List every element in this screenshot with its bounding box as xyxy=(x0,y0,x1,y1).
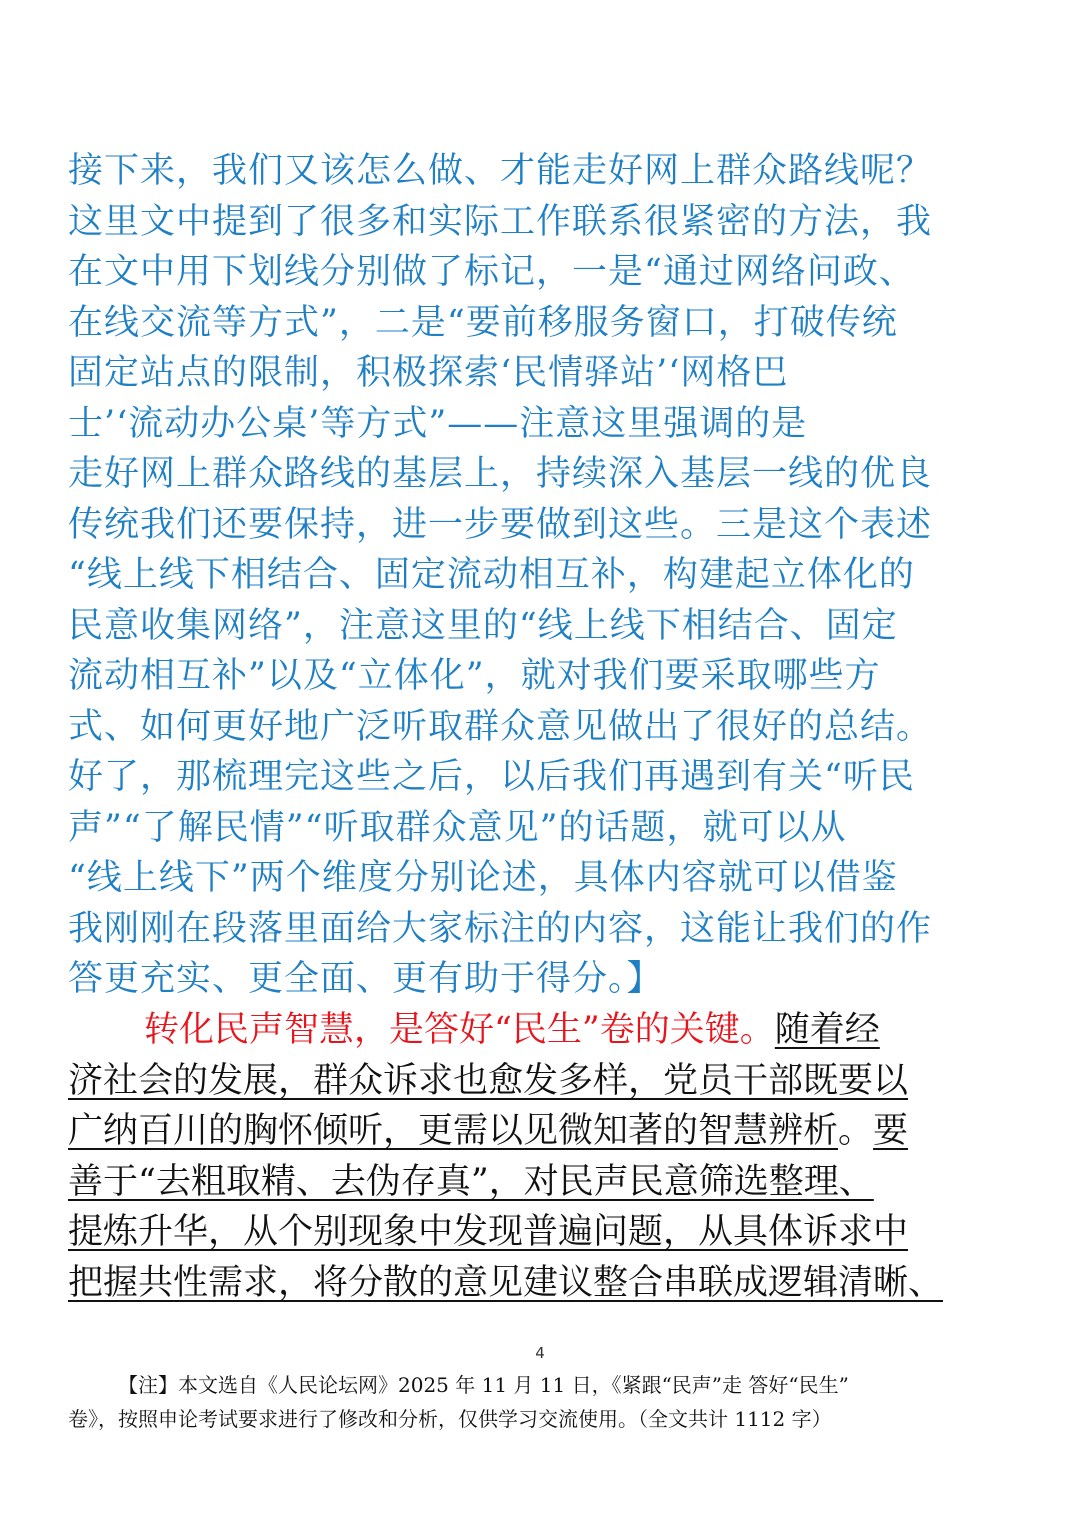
underlined-text: 随着经 xyxy=(774,1010,880,1050)
article-paragraph xyxy=(68,1005,1014,1308)
underlined-text: 广纳百川的胸怀倾听，更需以见微知著的智慧辨析 xyxy=(68,1111,839,1151)
paragraph-line: 善于“去粗取精、去伪存真”，对民声民意筛选整理、 xyxy=(68,1161,874,1202)
footnote-line: 卷》，按照申论考试要求进行了修改和分析，仅供学习交流使用。（全文共计 1112 字） xyxy=(68,1407,832,1431)
analysis-line: 接下来，我们又该怎么做、才能走好网上群众路线呢？ xyxy=(68,151,933,191)
paragraph-line: 把握共性需求，将分散的意见建议整合串联成逻辑清晰、 xyxy=(68,1262,944,1303)
paragraph-line: 济社会的发展，群众诉求也愈发多样，党员干部既要以 xyxy=(68,1060,909,1101)
analysis-line: 声”“了解民情”“听取群众意见”的话题，就可以从 xyxy=(68,807,847,848)
punctuation: 。 xyxy=(838,1111,874,1151)
analysis-line: 在线交流等方式”，二是“要前移服务窗口，打破传统 xyxy=(68,302,898,343)
underlined-text: 要 xyxy=(873,1111,909,1151)
analysis-line: 士’‘流动办公桌’等方式”——注意这里强调的是 xyxy=(68,403,808,444)
analysis-line: 我刚刚在段落里面给大家标注的内容，这能让我们的作 xyxy=(68,908,933,949)
analysis-line: 走好网上群众路线的基层上，持续深入基层一线的优良 xyxy=(68,454,933,494)
analysis-line: 在文中用下划线分别做了标记，一是“通过网络问政、 xyxy=(68,252,915,292)
analysis-line: “线上线下”两个维度分别论述，具体内容就可以借鉴 xyxy=(68,858,898,898)
analysis-line: “线上线下相结合、固定流动相互补，构建起立体化的 xyxy=(68,555,915,595)
analysis-line: 民意收集网络”，注意这里的“线上线下相结合、固定 xyxy=(68,605,898,646)
analysis-line: 好了，那梳理完这些之后，以后我们再遇到有关“听民 xyxy=(68,757,915,797)
analysis-line: 固定站点的限制，积极探索‘民情驿站’‘网格巴 xyxy=(68,353,789,393)
analysis-line: 式、如何更好地广泛听取群众意见做出了很好的总结。 xyxy=(68,706,933,747)
source-footnote xyxy=(68,1368,1018,1436)
paragraph-line: 提炼升华，从个别现象中发现普遍问题，从具体诉求中 xyxy=(68,1212,909,1252)
analysis-line: 这里文中提到了很多和实际工作联系很紧密的方法，我 xyxy=(68,201,933,242)
footnote-line: 【注】本文选自《人民论坛网》2025 年 11 月 11 日，《紧跟“民声”走 答好“民生” xyxy=(118,1373,849,1397)
analysis-line: 传统我们还要保持，进一步要做到这些。三是这个表述 xyxy=(68,504,933,545)
paragraph-topic-sentence: 转化民声智慧，是答好“民生”卷的关键。 xyxy=(144,1010,775,1050)
paragraph-line xyxy=(68,1106,1014,1157)
page-number: 4 xyxy=(535,1344,545,1362)
analysis-line: 流动相互补”以及“立体化”，就对我们要采取哪些方 xyxy=(68,656,881,696)
analysis-commentary xyxy=(68,146,1014,1005)
analysis-line: 答更充实、更全面、更有助于得分。】 xyxy=(68,959,663,999)
paragraph-line xyxy=(68,1005,1014,1056)
